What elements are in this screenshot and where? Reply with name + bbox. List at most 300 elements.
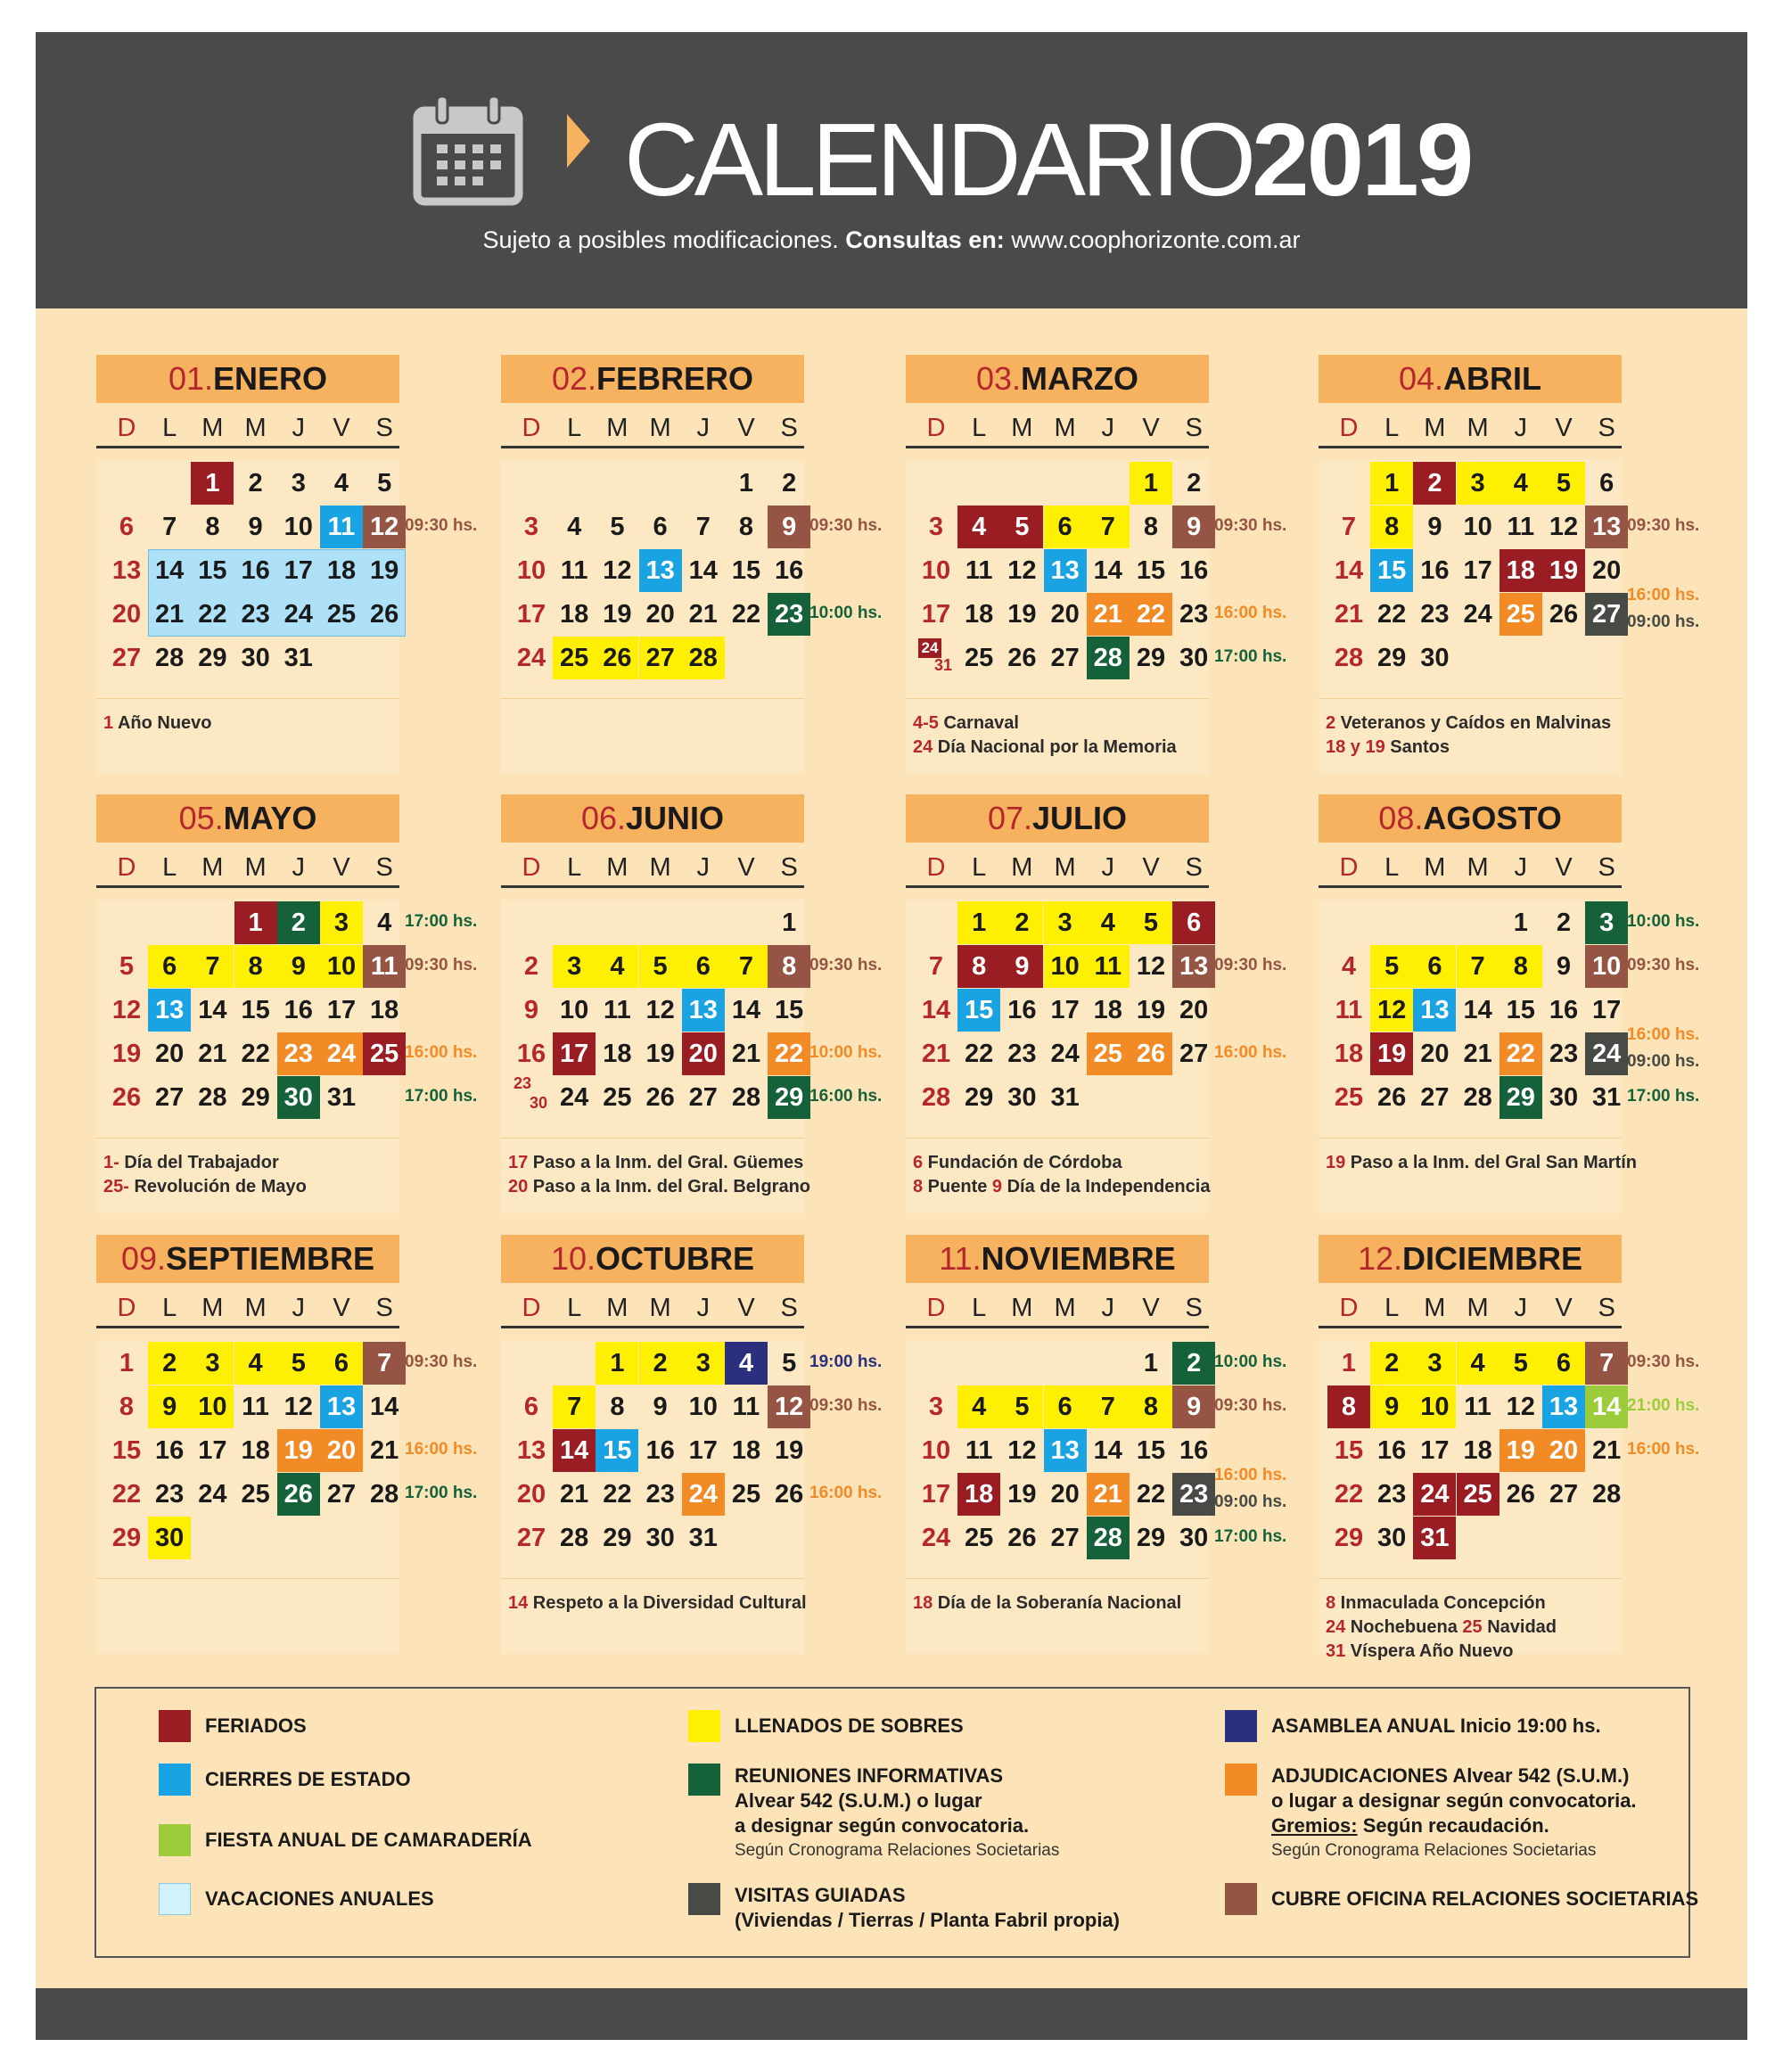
- day-cell[interactable]: 31: [326, 1083, 357, 1112]
- day-cell[interactable]: 16: [155, 1436, 185, 1465]
- day-cell[interactable]: 12: [1370, 989, 1413, 1032]
- day-cell[interactable]: 22: [1377, 600, 1407, 629]
- day-cell[interactable]: 22: [198, 600, 227, 629]
- day-cell[interactable]: 3: [928, 513, 944, 541]
- day-cell[interactable]: 12: [603, 556, 632, 585]
- day-cell[interactable]: 10: [1585, 945, 1628, 988]
- day-cell[interactable]: 15: [1334, 1436, 1364, 1465]
- day-cell[interactable]: 29: [198, 644, 227, 672]
- day-cell[interactable]: 11: [1335, 996, 1363, 1024]
- day-cell[interactable]: 16: [1377, 1436, 1407, 1465]
- day-cell[interactable]: 4: [957, 506, 1000, 548]
- day-cell[interactable]: 7: [162, 513, 177, 541]
- day-cell[interactable]: 30: [148, 1517, 191, 1559]
- day-cell[interactable]: 10: [320, 945, 363, 988]
- day-cell[interactable]: 15: [198, 556, 227, 585]
- day-cell[interactable]: 2: [1000, 901, 1043, 944]
- day-cell[interactable]: 11: [363, 945, 406, 988]
- day-cell[interactable]: 28: [370, 1480, 399, 1509]
- day-cell[interactable]: 7: [695, 513, 711, 541]
- day-cell[interactable]: 22: [1500, 1032, 1542, 1075]
- day-cell[interactable]: 1: [738, 469, 754, 497]
- day-cell[interactable]: 28: [1334, 644, 1364, 672]
- day-cell[interactable]: 15: [1136, 1436, 1166, 1465]
- day-cell[interactable]: 13: [639, 549, 682, 592]
- day-cell[interactable]: 23: [241, 600, 270, 629]
- day-cell[interactable]: 14: [155, 556, 185, 585]
- day-cell[interactable]: 26: [1549, 600, 1579, 629]
- day-cell[interactable]: 8: [1143, 513, 1159, 541]
- day-cell[interactable]: 17: [1050, 996, 1080, 1024]
- day-cell[interactable]: 6: [320, 1342, 363, 1385]
- day-cell[interactable]: 25: [553, 637, 596, 679]
- day-cell[interactable]: 17: [326, 996, 357, 1024]
- day-cell[interactable]: 4: [333, 469, 349, 497]
- day-cell[interactable]: 21: [688, 600, 718, 629]
- day-cell[interactable]: 26: [775, 1480, 804, 1509]
- day-cell[interactable]: 27: [1420, 1083, 1450, 1112]
- day-cell[interactable]: 22: [731, 600, 761, 629]
- day-cell[interactable]: 3: [191, 1342, 234, 1385]
- day-cell[interactable]: 26: [645, 1083, 675, 1112]
- day-cell[interactable]: 8: [957, 945, 1000, 988]
- day-cell[interactable]: 4: [725, 1342, 768, 1385]
- day-cell[interactable]: 28: [560, 1524, 589, 1552]
- day-cell[interactable]: 25: [965, 1524, 994, 1552]
- day-cell[interactable]: 10: [283, 513, 313, 541]
- day-cell[interactable]: 19: [1542, 549, 1585, 592]
- day-cell[interactable]: 30: [1179, 1524, 1209, 1552]
- day-cell[interactable]: 13: [148, 989, 191, 1032]
- day-cell[interactable]: 23: [1179, 600, 1209, 629]
- day-cell[interactable]: 19: [1370, 1032, 1413, 1075]
- day-cell[interactable]: 1: [957, 901, 1000, 944]
- day-cell[interactable]: 20: [516, 1480, 546, 1509]
- day-cell[interactable]: 5: [119, 952, 135, 981]
- day-cell[interactable]: 21: [198, 1040, 227, 1068]
- day-cell[interactable]: 19: [603, 600, 632, 629]
- day-cell[interactable]: 26: [1130, 1032, 1172, 1075]
- day-cell[interactable]: 31: [1592, 1083, 1622, 1112]
- day-cell[interactable]: 20: [1050, 1480, 1080, 1509]
- day-cell[interactable]: 18: [1500, 549, 1542, 592]
- day-cell[interactable]: 3: [1457, 462, 1500, 505]
- day-cell[interactable]: 12: [1136, 952, 1166, 981]
- day-cell[interactable]: 17: [1420, 1436, 1450, 1465]
- day-cell[interactable]: 9: [1370, 1385, 1413, 1428]
- day-cell[interactable]: 3: [1585, 901, 1628, 944]
- day-cell[interactable]: 24: [320, 1032, 363, 1075]
- day-cell[interactable]: 28: [1087, 1517, 1130, 1559]
- day-cell[interactable]: 8: [205, 513, 220, 541]
- day-cell[interactable]: 26: [1007, 1524, 1037, 1552]
- day-cell[interactable]: 15: [241, 996, 270, 1024]
- day-cell[interactable]: 12: [283, 1393, 313, 1421]
- day-cell[interactable]: 21: [731, 1040, 761, 1068]
- day-cell[interactable]: 5: [1542, 462, 1585, 505]
- day-cell[interactable]: 16: [1549, 996, 1579, 1024]
- day-cell[interactable]: 9: [277, 945, 320, 988]
- day-cell[interactable]: 29: [603, 1524, 632, 1552]
- day-cell[interactable]: 23: [1420, 600, 1450, 629]
- day-cell[interactable]: 5: [1500, 1342, 1542, 1385]
- day-cell[interactable]: 30: [241, 644, 270, 672]
- day-cell[interactable]: 7: [1087, 1385, 1130, 1428]
- day-cell[interactable]: 1: [191, 462, 234, 505]
- day-cell[interactable]: 23: [277, 1032, 320, 1075]
- day-cell[interactable]: 22: [1130, 593, 1172, 636]
- day-cell[interactable]: 8: [738, 513, 754, 541]
- day-cell[interactable]: 2: [782, 469, 797, 497]
- day-cell[interactable]: 3: [682, 1342, 725, 1385]
- day-cell[interactable]: 16: [241, 556, 270, 585]
- day-cell[interactable]: 11: [1087, 945, 1130, 988]
- day-cell[interactable]: 4: [377, 909, 392, 937]
- day-cell[interactable]: 23: [1377, 1480, 1407, 1509]
- day-cell[interactable]: 26: [1506, 1480, 1535, 1509]
- day-cell[interactable]: 1: [234, 901, 277, 944]
- day-cell[interactable]: 26: [370, 600, 399, 629]
- day-cell[interactable]: 6: [148, 945, 191, 988]
- day-cell[interactable]: 31: [688, 1524, 718, 1552]
- day-cell[interactable]: 1: [782, 909, 797, 937]
- day-cell[interactable]: 12: [768, 1385, 810, 1428]
- day-cell[interactable]: 2: [1370, 1342, 1413, 1385]
- day-cell[interactable]: 15: [1136, 556, 1166, 585]
- day-cell[interactable]: 25: [1457, 1473, 1500, 1516]
- day-cell[interactable]: 6: [1044, 506, 1087, 548]
- day-cell[interactable]: 6: [1413, 945, 1456, 988]
- day-cell[interactable]: 9: [768, 506, 810, 548]
- day-cell[interactable]: 2: [148, 1342, 191, 1385]
- day-cell[interactable]: 27: [1549, 1480, 1579, 1509]
- day-cell[interactable]: 24: [198, 1480, 227, 1509]
- day-cell[interactable]: 21: [560, 1480, 589, 1509]
- day-cell[interactable]: 23: [1007, 1040, 1037, 1068]
- day-cell[interactable]: 8: [1500, 945, 1542, 988]
- day-cell[interactable]: 2: [1413, 462, 1456, 505]
- day-cell[interactable]: 23: [155, 1480, 185, 1509]
- day-cell[interactable]: 28: [155, 644, 185, 672]
- day-cell[interactable]: 12: [363, 506, 406, 548]
- day-cell[interactable]: 5: [377, 469, 392, 497]
- day-cell[interactable]: 23: [1172, 1473, 1215, 1516]
- day-cell[interactable]: 24: [283, 600, 313, 629]
- day-cell[interactable]: 28: [921, 1083, 951, 1112]
- day-cell[interactable]: 6: [653, 513, 668, 541]
- day-cell[interactable]: 24: [921, 1524, 951, 1552]
- day-cell[interactable]: 10: [191, 1385, 234, 1428]
- day-cell[interactable]: 11: [604, 996, 631, 1024]
- day-cell[interactable]: 10: [1463, 513, 1492, 541]
- day-cell[interactable]: 4: [234, 1342, 277, 1385]
- day-cell[interactable]: 3: [1044, 901, 1087, 944]
- day-cell[interactable]: 27: [155, 1083, 185, 1112]
- day-cell[interactable]: 29: [1136, 1524, 1166, 1552]
- day-cell[interactable]: 14: [1093, 556, 1122, 585]
- day-cell[interactable]: 2: [248, 469, 263, 497]
- day-cell[interactable]: 9: [523, 996, 539, 1024]
- day-cell[interactable]: 7: [1457, 945, 1500, 988]
- day-cell[interactable]: 11: [560, 556, 588, 585]
- day-cell[interactable]: 20: [1420, 1040, 1450, 1068]
- day-cell[interactable]: 11: [965, 1436, 993, 1465]
- day-cell[interactable]: 13: [1044, 1429, 1087, 1472]
- day-cell[interactable]: 18: [1463, 1436, 1492, 1465]
- day-cell[interactable]: 6: [1172, 901, 1215, 944]
- day-cell[interactable]: 25: [241, 1480, 270, 1509]
- day-cell[interactable]: 18: [1334, 1040, 1364, 1068]
- day-cell[interactable]: 17: [1592, 996, 1622, 1024]
- day-cell[interactable]: 25: [326, 600, 357, 629]
- day-cell[interactable]: 13: [320, 1385, 363, 1428]
- day-cell[interactable]: 14: [1093, 1436, 1122, 1465]
- day-cell[interactable]: 19: [370, 556, 399, 585]
- day-cell[interactable]: 22: [111, 1480, 142, 1509]
- day-cell[interactable]: 20: [682, 1032, 725, 1075]
- day-cell[interactable]: 21: [1463, 1040, 1492, 1068]
- day-cell[interactable]: 25: [731, 1480, 761, 1509]
- day-cell[interactable]: 3: [928, 1393, 944, 1421]
- day-cell[interactable]: 22: [241, 1040, 270, 1068]
- day-cell[interactable]: 11: [965, 556, 993, 585]
- day-cell[interactable]: 23: [1549, 1040, 1579, 1068]
- day-cell[interactable]: 26: [1007, 644, 1037, 672]
- day-cell[interactable]: 4: [1500, 462, 1542, 505]
- day-cell[interactable]: 5: [610, 513, 625, 541]
- day-cell[interactable]: 5: [1370, 945, 1413, 988]
- day-cell[interactable]: 18: [1093, 996, 1122, 1024]
- day-cell[interactable]: 13: [1044, 549, 1087, 592]
- day-cell[interactable]: 5: [639, 945, 682, 988]
- day-cell[interactable]: 4: [1341, 952, 1357, 981]
- day-cell[interactable]: 7: [725, 945, 768, 988]
- day-cell[interactable]: 29: [1334, 1524, 1364, 1552]
- day-cell[interactable]: 15: [1370, 549, 1413, 592]
- day-cell[interactable]: 13: [1542, 1385, 1585, 1428]
- day-cell[interactable]: 7: [191, 945, 234, 988]
- day-cell[interactable]: 1: [1130, 462, 1172, 505]
- day-cell[interactable]: 10: [560, 996, 589, 1024]
- day-cell[interactable]: 3: [1413, 1342, 1456, 1385]
- day-cell[interactable]: 24: [516, 644, 546, 672]
- day-cell[interactable]: 5: [782, 1349, 797, 1377]
- day-cell[interactable]: 22: [768, 1032, 810, 1075]
- day-cell[interactable]: 20: [111, 600, 142, 629]
- day-cell[interactable]: 31: [1413, 1517, 1456, 1559]
- day-cell[interactable]: 30: [1549, 1083, 1579, 1112]
- day-cell[interactable]: 21: [1592, 1436, 1622, 1465]
- day-cell[interactable]: 24: [560, 1083, 589, 1112]
- day-cell[interactable]: 21: [370, 1436, 399, 1465]
- day-cell[interactable]: 9: [653, 1393, 668, 1421]
- day-cell[interactable]: 30: [1420, 644, 1450, 672]
- day-cell[interactable]: 6: [1044, 1385, 1087, 1428]
- day-cell[interactable]: 26: [1377, 1083, 1407, 1112]
- day-cell[interactable]: 30: [645, 1524, 675, 1552]
- day-cell[interactable]: 17: [283, 556, 313, 585]
- day-cell[interactable]: 20: [320, 1429, 363, 1472]
- day-cell[interactable]: 17: [516, 600, 546, 629]
- day-cell[interactable]: 27: [688, 1083, 718, 1112]
- day-cell[interactable]: 1: [119, 1349, 135, 1377]
- day-cell[interactable]: 12: [1506, 1393, 1535, 1421]
- day-cell[interactable]: 14: [921, 996, 951, 1024]
- day-cell[interactable]: 5: [1000, 506, 1043, 548]
- day-cell[interactable]: 12: [111, 996, 142, 1024]
- day-cell[interactable]: 20: [1542, 1429, 1585, 1472]
- day-cell[interactable]: 10: [921, 556, 951, 585]
- day-cell[interactable]: 2: [1556, 909, 1572, 937]
- day-cell[interactable]: 15: [596, 1429, 638, 1472]
- day-cell[interactable]: 29: [965, 1083, 994, 1112]
- day-cell[interactable]: 16: [1007, 996, 1037, 1024]
- day-cell[interactable]: 11: [732, 1393, 760, 1421]
- day-cell[interactable]: 27: [516, 1524, 546, 1552]
- day-cell[interactable]: 25: [1087, 1032, 1130, 1075]
- day-cell[interactable]: 4: [596, 945, 638, 988]
- website-link[interactable]: www.coophorizonte.com.ar: [1011, 226, 1301, 253]
- day-cell[interactable]: 17: [553, 1032, 596, 1075]
- day-cell[interactable]: 16: [1179, 556, 1209, 585]
- day-cell[interactable]: 29: [241, 1083, 270, 1112]
- day-cell[interactable]: 22: [965, 1040, 994, 1068]
- day-cell[interactable]: 12: [645, 996, 675, 1024]
- day-cell[interactable]: 26: [277, 1473, 320, 1516]
- day-cell[interactable]: 7: [363, 1342, 406, 1385]
- day-cell[interactable]: 4: [957, 1385, 1000, 1428]
- day-cell[interactable]: 25: [1334, 1083, 1364, 1112]
- day-cell[interactable]: 10: [1044, 945, 1087, 988]
- day-cell[interactable]: 1: [1143, 1349, 1159, 1377]
- day-cell[interactable]: 21: [921, 1040, 951, 1068]
- day-cell[interactable]: 27: [639, 637, 682, 679]
- day-cell[interactable]: 22: [1136, 1480, 1166, 1509]
- day-cell[interactable]: 29: [1377, 644, 1407, 672]
- day-cell[interactable]: 29: [768, 1076, 810, 1119]
- day-cell[interactable]: 16: [775, 556, 804, 585]
- day-cell[interactable]: 15: [111, 1436, 142, 1465]
- day-cell[interactable]: 18: [560, 600, 589, 629]
- day-cell[interactable]: 7: [1585, 1342, 1628, 1385]
- day-cell[interactable]: 19: [111, 1040, 142, 1068]
- day-cell[interactable]: 6: [682, 945, 725, 988]
- day-cell[interactable]: 25: [363, 1032, 406, 1075]
- day-cell[interactable]: 17: [198, 1436, 227, 1465]
- day-cell[interactable]: 2: [1172, 1342, 1215, 1385]
- day-cell[interactable]: 4: [567, 513, 582, 541]
- day-cell[interactable]: 29: [111, 1524, 142, 1552]
- day-cell[interactable]: 28: [731, 1083, 761, 1112]
- day-cell-stacked[interactable]: [915, 637, 957, 679]
- day-cell[interactable]: 14: [198, 996, 227, 1024]
- day-cell[interactable]: 10: [1413, 1385, 1456, 1428]
- day-cell[interactable]: 31: [283, 644, 313, 672]
- day-cell[interactable]: 27: [1050, 1524, 1080, 1552]
- day-cell[interactable]: 18: [370, 996, 399, 1024]
- day-cell[interactable]: 13: [516, 1436, 546, 1465]
- day-cell[interactable]: 14: [688, 556, 718, 585]
- day-cell[interactable]: 12: [1549, 513, 1579, 541]
- day-cell[interactable]: 10: [516, 556, 546, 585]
- day-cell[interactable]: 18: [731, 1436, 761, 1465]
- day-cell[interactable]: 19: [1500, 1429, 1542, 1472]
- day-cell[interactable]: 8: [768, 945, 810, 988]
- day-cell[interactable]: 20: [645, 600, 675, 629]
- day-cell[interactable]: 15: [731, 556, 761, 585]
- day-cell[interactable]: 2: [523, 952, 539, 981]
- day-cell[interactable]: 2: [277, 901, 320, 944]
- day-cell[interactable]: 21: [1087, 1473, 1130, 1516]
- day-cell[interactable]: 19: [277, 1429, 320, 1472]
- day-cell[interactable]: 23: [768, 593, 810, 636]
- day-cell[interactable]: 28: [1592, 1480, 1622, 1509]
- day-cell[interactable]: 24: [1413, 1473, 1456, 1516]
- day-cell[interactable]: 27: [326, 1480, 357, 1509]
- day-cell[interactable]: 9: [1427, 513, 1442, 541]
- day-cell[interactable]: 10: [688, 1393, 718, 1421]
- day-cell[interactable]: 1: [1513, 909, 1528, 937]
- day-cell[interactable]: 9: [248, 513, 263, 541]
- day-cell[interactable]: 1: [596, 1342, 638, 1385]
- day-cell[interactable]: 13: [1413, 989, 1456, 1032]
- day-cell[interactable]: 30: [277, 1076, 320, 1119]
- day-cell[interactable]: 25: [1500, 593, 1542, 636]
- day-cell[interactable]: 24: [682, 1473, 725, 1516]
- day-cell[interactable]: 7: [1341, 513, 1357, 541]
- day-cell[interactable]: 2: [639, 1342, 682, 1385]
- day-cell[interactable]: 3: [553, 945, 596, 988]
- day-cell[interactable]: 20: [1179, 996, 1209, 1024]
- day-cell[interactable]: 11: [1507, 513, 1535, 541]
- day-cell[interactable]: 29: [1136, 644, 1166, 672]
- day-cell[interactable]: 26: [596, 637, 638, 679]
- day-cell[interactable]: 28: [682, 637, 725, 679]
- day-cell[interactable]: 27: [1585, 593, 1628, 636]
- day-cell[interactable]: 21: [1334, 600, 1364, 629]
- day-cell[interactable]: 19: [1007, 1480, 1037, 1509]
- day-cell[interactable]: 4: [1457, 1342, 1500, 1385]
- day-cell[interactable]: 18: [603, 1040, 632, 1068]
- day-cell[interactable]: 9: [1172, 1385, 1215, 1428]
- day-cell[interactable]: 21: [155, 600, 185, 629]
- day-cell[interactable]: 11: [242, 1393, 269, 1421]
- day-cell[interactable]: 19: [1007, 600, 1037, 629]
- day-cell[interactable]: 14: [731, 996, 761, 1024]
- day-cell[interactable]: 20: [1592, 556, 1622, 585]
- day-cell[interactable]: 5: [1000, 1385, 1043, 1428]
- day-cell[interactable]: 24: [1050, 1040, 1080, 1068]
- day-cell[interactable]: 5: [277, 1342, 320, 1385]
- day-cell[interactable]: 6: [523, 1393, 539, 1421]
- day-cell[interactable]: 1: [1370, 462, 1413, 505]
- day-cell[interactable]: 18: [957, 1473, 1000, 1516]
- day-cell[interactable]: 15: [957, 989, 1000, 1032]
- day-cell[interactable]: 13: [1585, 506, 1628, 548]
- day-cell[interactable]: 14: [1463, 996, 1492, 1024]
- day-cell[interactable]: 7: [553, 1385, 596, 1428]
- day-cell[interactable]: 13: [111, 556, 142, 585]
- day-cell[interactable]: 29: [1500, 1076, 1542, 1119]
- day-cell[interactable]: 5: [1130, 901, 1172, 944]
- day-cell[interactable]: 8: [1130, 1385, 1172, 1428]
- day-cell[interactable]: 22: [1334, 1480, 1364, 1509]
- day-cell[interactable]: 1: [1341, 1349, 1357, 1377]
- day-cell[interactable]: 18: [241, 1436, 270, 1465]
- day-cell[interactable]: 21: [1087, 593, 1130, 636]
- day-cell[interactable]: 16: [516, 1040, 546, 1068]
- day-cell[interactable]: 16: [283, 996, 313, 1024]
